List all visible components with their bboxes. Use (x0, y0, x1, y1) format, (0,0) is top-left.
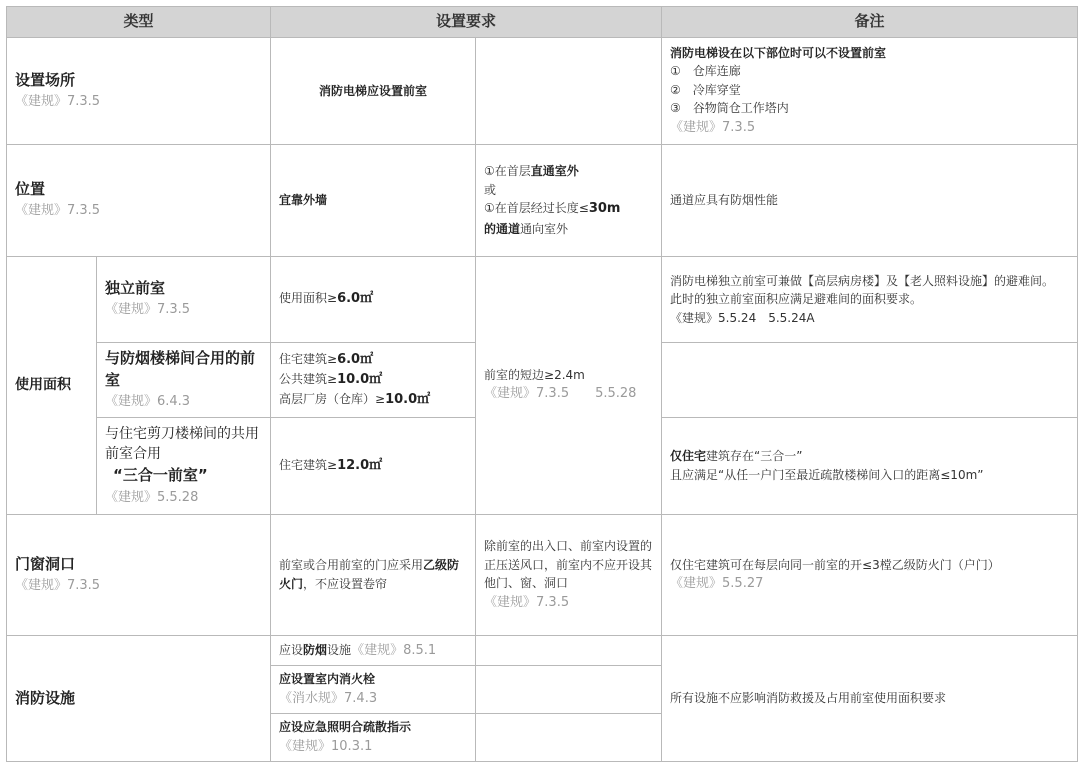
row-facilities-1 (7, 636, 1078, 665)
facilities-title: 消防设施 (15, 688, 76, 707)
facilities-item2: 应设置室内消火栓 (279, 671, 376, 686)
door-requirement-key: 乙级防火门 (279, 558, 460, 591)
area-shared-requirement: 前室的短边≥2.4m (484, 367, 585, 382)
area-sub1-ref: 《建规》7.3.5 (105, 302, 191, 318)
position-note-cell (662, 144, 1078, 256)
area-sub1-cell (97, 256, 271, 343)
door-ref: 《建规》7.3.5 (15, 577, 101, 593)
position-requirement: 宜靠外墙 (279, 192, 328, 207)
area-sub1-note-ref: 《建规》5.5.24 5.5.24A (670, 310, 815, 325)
area-sub1-note-2: 此时的独立前室面积应满足避难间的面积要求。 (670, 292, 923, 307)
area-sub3-cell (97, 417, 271, 514)
facilities-item3-empty (476, 713, 662, 761)
area-sub2-requirement-cell (271, 343, 476, 418)
area-sub2-note-cell (662, 343, 1078, 418)
position-requirement-cell (271, 144, 476, 256)
area-shared-ref: 《建规》7.3.5 5.5.28 (484, 386, 637, 402)
location-requirement-cell (271, 38, 476, 145)
header-requirement: 设置要求 (271, 7, 662, 38)
row-position (7, 144, 1078, 256)
facilities-item3: 应设应急照明合疏散指示 (279, 720, 412, 735)
area-sub3-note-1: 仅住宅建筑存在“三合一” (670, 449, 803, 464)
door-note-ref: 《建规》5.5.27 (670, 576, 764, 592)
exit-or: 或 (484, 182, 497, 197)
facilities-item3-cell (271, 713, 476, 761)
door-mid: 除前室的出入口、前室内设置的正压送风口，前室内不应开设其他门、窗、洞口 (484, 539, 653, 591)
location-note-cell (662, 38, 1078, 145)
area-sub3-requirement-cell: 住宅建筑≥12.0㎡ (271, 417, 476, 514)
area-sub2-req-2: 公共建筑≥10.0㎡ (279, 371, 383, 387)
fire-elevator-lobby-table (6, 6, 1078, 762)
location-note-item: ③ 谷物筒仓工作塔内 (670, 101, 789, 116)
exit-option-b: ①在首层经过长度≤30m (484, 201, 621, 217)
position-title: 位置 (15, 180, 46, 199)
facilities-item1-empty (476, 636, 662, 665)
header-note: 备注 (662, 7, 1078, 38)
area-sub1-note-1: 消防电梯独立前室可兼做【高层病房楼】及【老人照料设施】的避难间。 (670, 273, 1055, 288)
location-ref: 《建规》7.3.5 (15, 93, 101, 109)
header-row (7, 7, 1078, 38)
facilities-note-cell (662, 636, 1078, 762)
location-requirement: 消防电梯应设置前室 (319, 83, 428, 98)
area-sub2-ref: 《建规》6.4.3 (105, 393, 191, 409)
door-mid-cell (476, 514, 662, 636)
facilities-item2-cell (271, 665, 476, 713)
area-sub1-value: 6.0㎡ (337, 291, 374, 307)
area-sub1-title: 独立前室 (105, 279, 166, 298)
area-sub2-cell (97, 343, 271, 418)
area-sub3-note-cell (662, 417, 1078, 514)
facilities-item1-cell: 应设防烟设施《建规》8.5.1 (271, 636, 476, 665)
area-sub3-title: 与住宅剪刀楼梯间的共用前室合用 (105, 425, 259, 462)
location-note-title: 消防电梯设在以下部位时可以不设置前室 (670, 45, 887, 60)
area-title: 使用面积 (15, 376, 71, 393)
door-requirement-cell: 前室或合用前室的门应采用乙级防火门，不应设置卷帘 (271, 514, 476, 636)
location-type-cell (7, 38, 271, 145)
position-note: 通道应具有防烟性能 (670, 192, 779, 207)
area-sub3-quote: “三合一前室” (113, 466, 208, 485)
door-mid-ref: 《建规》7.3.5 (484, 594, 570, 610)
location-empty-cell (476, 38, 662, 145)
row-door (7, 514, 1078, 636)
area-sub1-note-cell (662, 256, 1078, 343)
header-type: 类型 (7, 7, 271, 38)
row-location (7, 38, 1078, 145)
location-note-ref: 《建规》7.3.5 (670, 120, 756, 135)
area-sub3-ref: 《建规》5.5.28 (105, 489, 199, 505)
door-note: 仅住宅建筑可在每层向同一前室的开≤3樘乙级防火门（户门） (670, 557, 1000, 572)
facilities-item2-empty (476, 665, 662, 713)
facilities-item2-ref: 《消水规》7.4.3 (279, 690, 378, 706)
row-area-independent (7, 256, 1078, 343)
position-exit-cell (476, 144, 662, 256)
area-sub3-value: 12.0㎡ (337, 457, 383, 473)
area-sub2-req-3: 高层厂房（仓库）≥10.0㎡ (279, 392, 431, 408)
area-shared-cell (476, 256, 662, 514)
area-sub2-title: 与防烟楼梯间合用的前室 (105, 349, 256, 389)
area-sub3-note-2: 且应满足“从任一户门至最近疏散楼梯间入口的距离≤10m” (670, 467, 984, 482)
area-sub1-requirement-cell: 使用面积≥6.0㎡ (271, 256, 476, 343)
facilities-item3-ref: 《建规》10.3.1 (279, 738, 373, 754)
facilities-note: 所有设施不应影响消防救援及占用前室使用面积要求 (670, 691, 947, 706)
exit-option-a: ①在首层直通室外 (484, 164, 579, 179)
position-ref: 《建规》7.3.5 (15, 203, 101, 218)
location-title: 设置场所 (15, 70, 76, 89)
exit-option-b-cont: 的通道通向室外 (484, 221, 569, 236)
area-type-cell (7, 256, 97, 514)
facilities-item1-ref: 《建规》8.5.1 (351, 642, 437, 658)
location-note-item: ① 仓库连廊 (670, 64, 741, 79)
door-title: 门窗洞口 (15, 555, 76, 574)
location-note-item: ② 冷库穿堂 (670, 82, 741, 97)
position-type-cell (7, 144, 271, 256)
facilities-type-cell (7, 636, 271, 762)
door-note-cell (662, 514, 1078, 636)
area-sub2-req-1: 住宅建筑≥6.0㎡ (279, 351, 374, 367)
door-type-cell (7, 514, 271, 636)
